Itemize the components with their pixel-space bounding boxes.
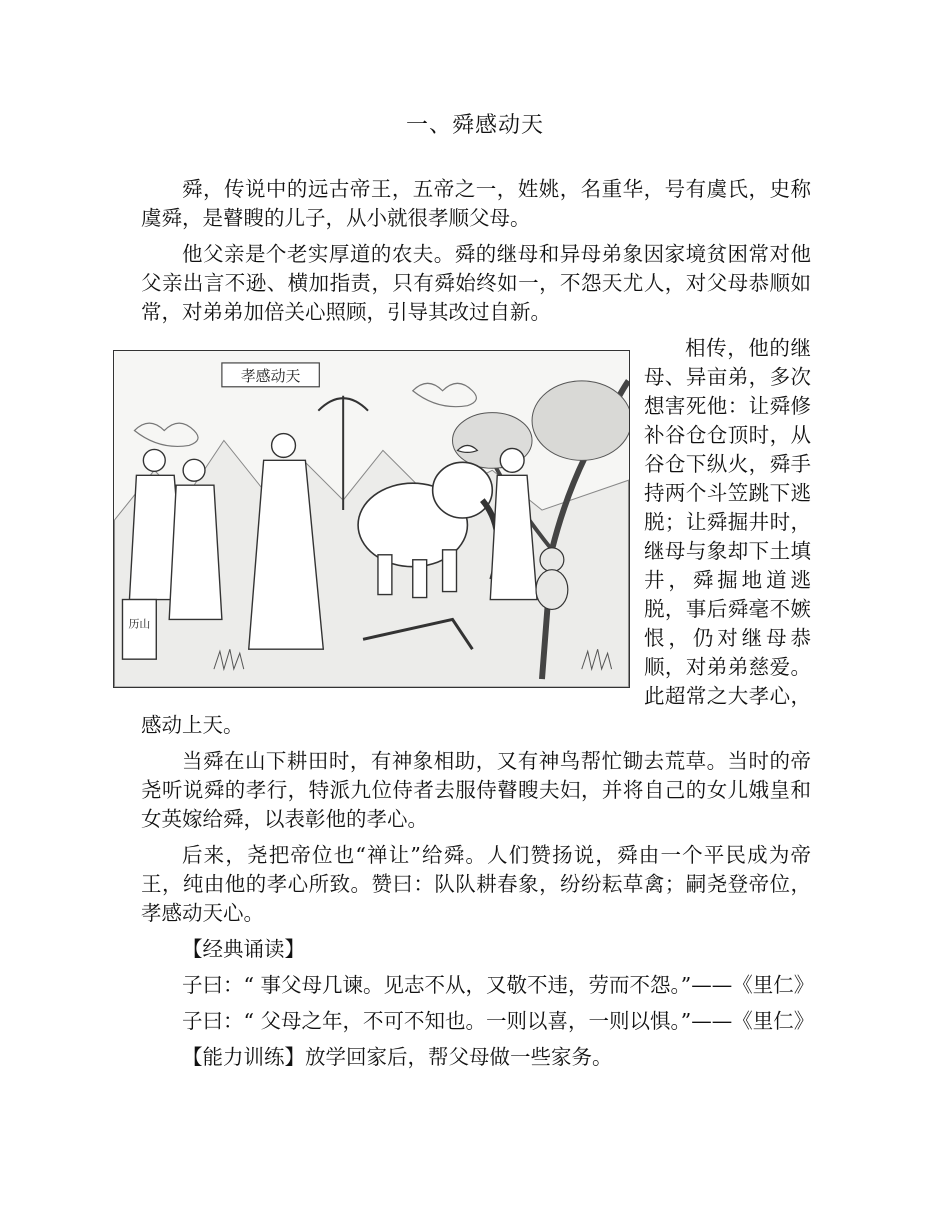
section-heading-classics: 【经典诵读】 bbox=[182, 937, 305, 961]
illustration-drawing bbox=[114, 351, 629, 687]
page-title: 一、舜感动天 bbox=[405, 113, 544, 138]
quote-2: 子曰：“ 父母之年，不可不知也。一则以喜，一则以惧。”——《里仁》 bbox=[182, 1009, 815, 1033]
paragraph-2: 他父亲是个老实厚道的农夫。舜的继母和异母弟象因家境贫困常对他父亲出言不逊、横加指责，只有舜始终如一，不怨天尤人，对父母恭顺如常，对弟弟加倍关心照顾，引导其改过自新。 bbox=[141, 242, 811, 324]
illustration-stele-text: 历山 bbox=[128, 617, 151, 631]
illustration-caption: 孝感动天 bbox=[240, 366, 301, 385]
paragraph-3: 相传，他的继母、异亩弟，多次想害死他：让舜修补谷仓仓顶时，从谷仓下纵火，舜手持两个斗笠跳下逃脱；让舜掘井时，继母与象却下土填井，舜掘地道逃脱，事后舜毫不嫉恨，仍对继母恭顺，对弟弟慈爱。此超常之大孝心，感动上天。 bbox=[141, 336, 811, 737]
paragraph-1: 舜，传说中的远古帝王，五帝之一，姓姚，名重华，号有虞氏，史称虞舜，是瞽瞍的儿子，从小就很孝顺父母。 bbox=[141, 177, 811, 230]
document-body bbox=[128, 175, 815, 1079]
quote-1: 子曰：“ 事父母几谏。见志不从，又敬不违，劳而不怨。”——《里仁》 bbox=[182, 973, 815, 997]
illustration-image bbox=[113, 350, 630, 688]
exercise: 【能力训练】放学回家后，帮父母做一些家务。 bbox=[182, 1045, 613, 1069]
paragraph-4: 当舜在山下耕田时，有神象相助，又有神鸟帮忙锄去荒草。当时的帝尧听说舜的孝行，特派九位侍者去服侍瞽瞍夫妇，并将自己的女儿娥皇和女英嫁给舜，以表彰他的孝心。 bbox=[141, 749, 811, 831]
paragraph-5: 后来，尧把帝位也“禅让”给舜。人们赞扬说，舜由一个平民成为帝王，纯由他的孝心所致。赞曰：队队耕春象，纷纷耘草禽；嗣尧登帝位，孝感动天心。 bbox=[141, 843, 811, 925]
